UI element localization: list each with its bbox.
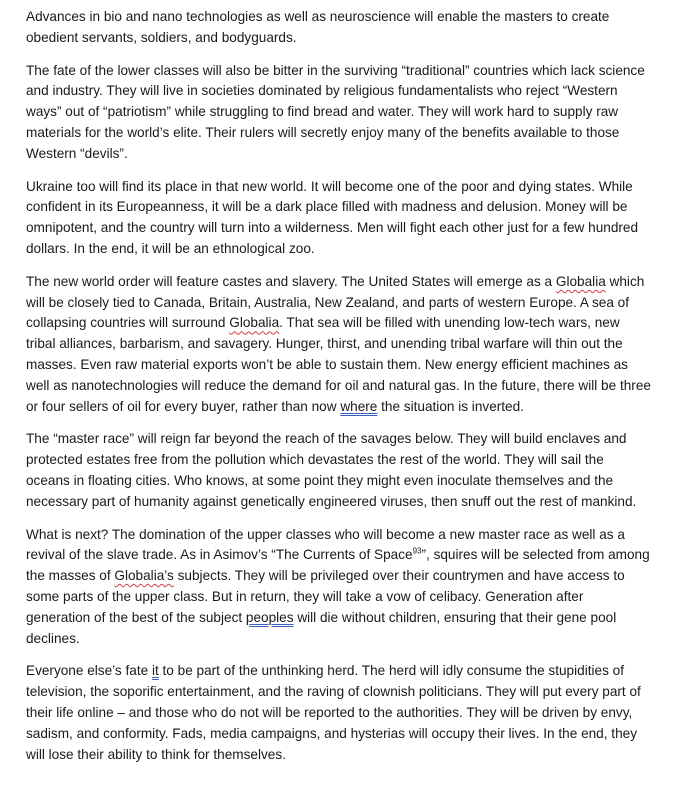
text-run: ”, squires will be selected from among the masses of: [26, 547, 650, 584]
paragraph-7: [26, 661, 651, 765]
text-run: What is next? The domination of the upper classes who will become a new master race as well as a revival of the slave trade. As in Asimov’s “The Currents of Space: [26, 526, 625, 563]
paragraph-2: [26, 61, 651, 165]
paragraph-1: [26, 7, 651, 49]
grammar-flag[interactable]: it: [151, 663, 159, 679]
text-run: . That sea will be filled with unending low-tech wars, new tribal alliances, barbarism, and savagery. Hunger, thirst, and unending tribal warfare will thin out the masses. Even raw material exports won’t be able to sustain them. New energy efficient machines as well as nanotechnologies will reduce the demand for oil and natural gas. In the future, there will be three or four sellers of oil for every buyer, rather than now: [26, 315, 651, 414]
text-run: which will be closely tied to Canada, Britain, Australia, New Zealand, and parts of western Europe. A sea of collapsing countries will surround: [26, 273, 645, 331]
paragraph-4: [26, 272, 651, 418]
text-run: to be part of the unthinking herd. The herd will idly consume the stupidities of television, the soporific entertainment, and the raving of clownish politicians. They will put every part of their life online – and those who do not will be reported to the authorities. They will be driven by envy, sadism, and conformity. Fads, media campaigns, and hysterias will occupy their lives. In the end, they will lose their ability to think for themselves.: [26, 663, 641, 762]
text-run: The new world order will feature castes and slavery. The United States will emerge as a: [26, 273, 556, 289]
text-run: will die without children, ensuring that their gene pool declines.: [26, 609, 617, 646]
footnote-reference[interactable]: 93: [412, 546, 422, 556]
spelling-flag[interactable]: Globalia: [229, 315, 280, 331]
text-run: The “master race” will reign far beyond the reach of the savages below. They will build enclaves and protected estates free from the pollution which devastates the rest of the world. They will sail the oceans in floating cities. Who knows, at some point they might even inoculate themselves and the necessary part of humanity against genetically engineered viruses, then snuff out the rest of mankind.: [26, 431, 637, 509]
document-page: [26, 7, 651, 777]
spelling-flag[interactable]: Globalia’s: [114, 568, 174, 584]
paragraph-3: [26, 177, 651, 260]
text-run: Everyone else’s fate: [26, 663, 152, 679]
grammar-flag[interactable]: where: [340, 398, 378, 414]
text-run: The fate of the lower classes will also be bitter in the surviving “traditional” countries which lack science and industry. They will live in societies dominated by religious fundamentalists who reject “Western ways” out of “patriotism” while struggling to find bread and water. They will work hard to supply raw materials for the world’s elite. Their rulers will secretly enjoy many of the benefits available to those Western “devils”.: [26, 62, 645, 161]
text-run: subjects. They will be privileged over their countrymen and have access to some parts of the upper class. But in return, they will take a vow of celibacy. Generation after generation of the best of the subject: [26, 568, 625, 625]
text-run: Ukraine too will find its place in that new world. It will become one of the poor and dying states. While confident in its Europeanness, it will be a dark place filled with madness and delusion. Money will be omnipotent, and the country will turn into a wilderness. Men will fight each other just for a few hundred dollars. In the end, it will be an ethnological zoo.: [26, 178, 639, 256]
spelling-flag[interactable]: Globalia: [555, 273, 606, 289]
grammar-flag[interactable]: peoples: [245, 609, 294, 625]
text-run: the situation is inverted.: [377, 398, 524, 414]
paragraph-5: [26, 429, 651, 512]
text-run: Advances in bio and nano technologies as well as neuroscience will enable the masters to create obedient servants, soldiers, and bodyguards.: [26, 9, 610, 45]
paragraph-6: [26, 525, 651, 650]
